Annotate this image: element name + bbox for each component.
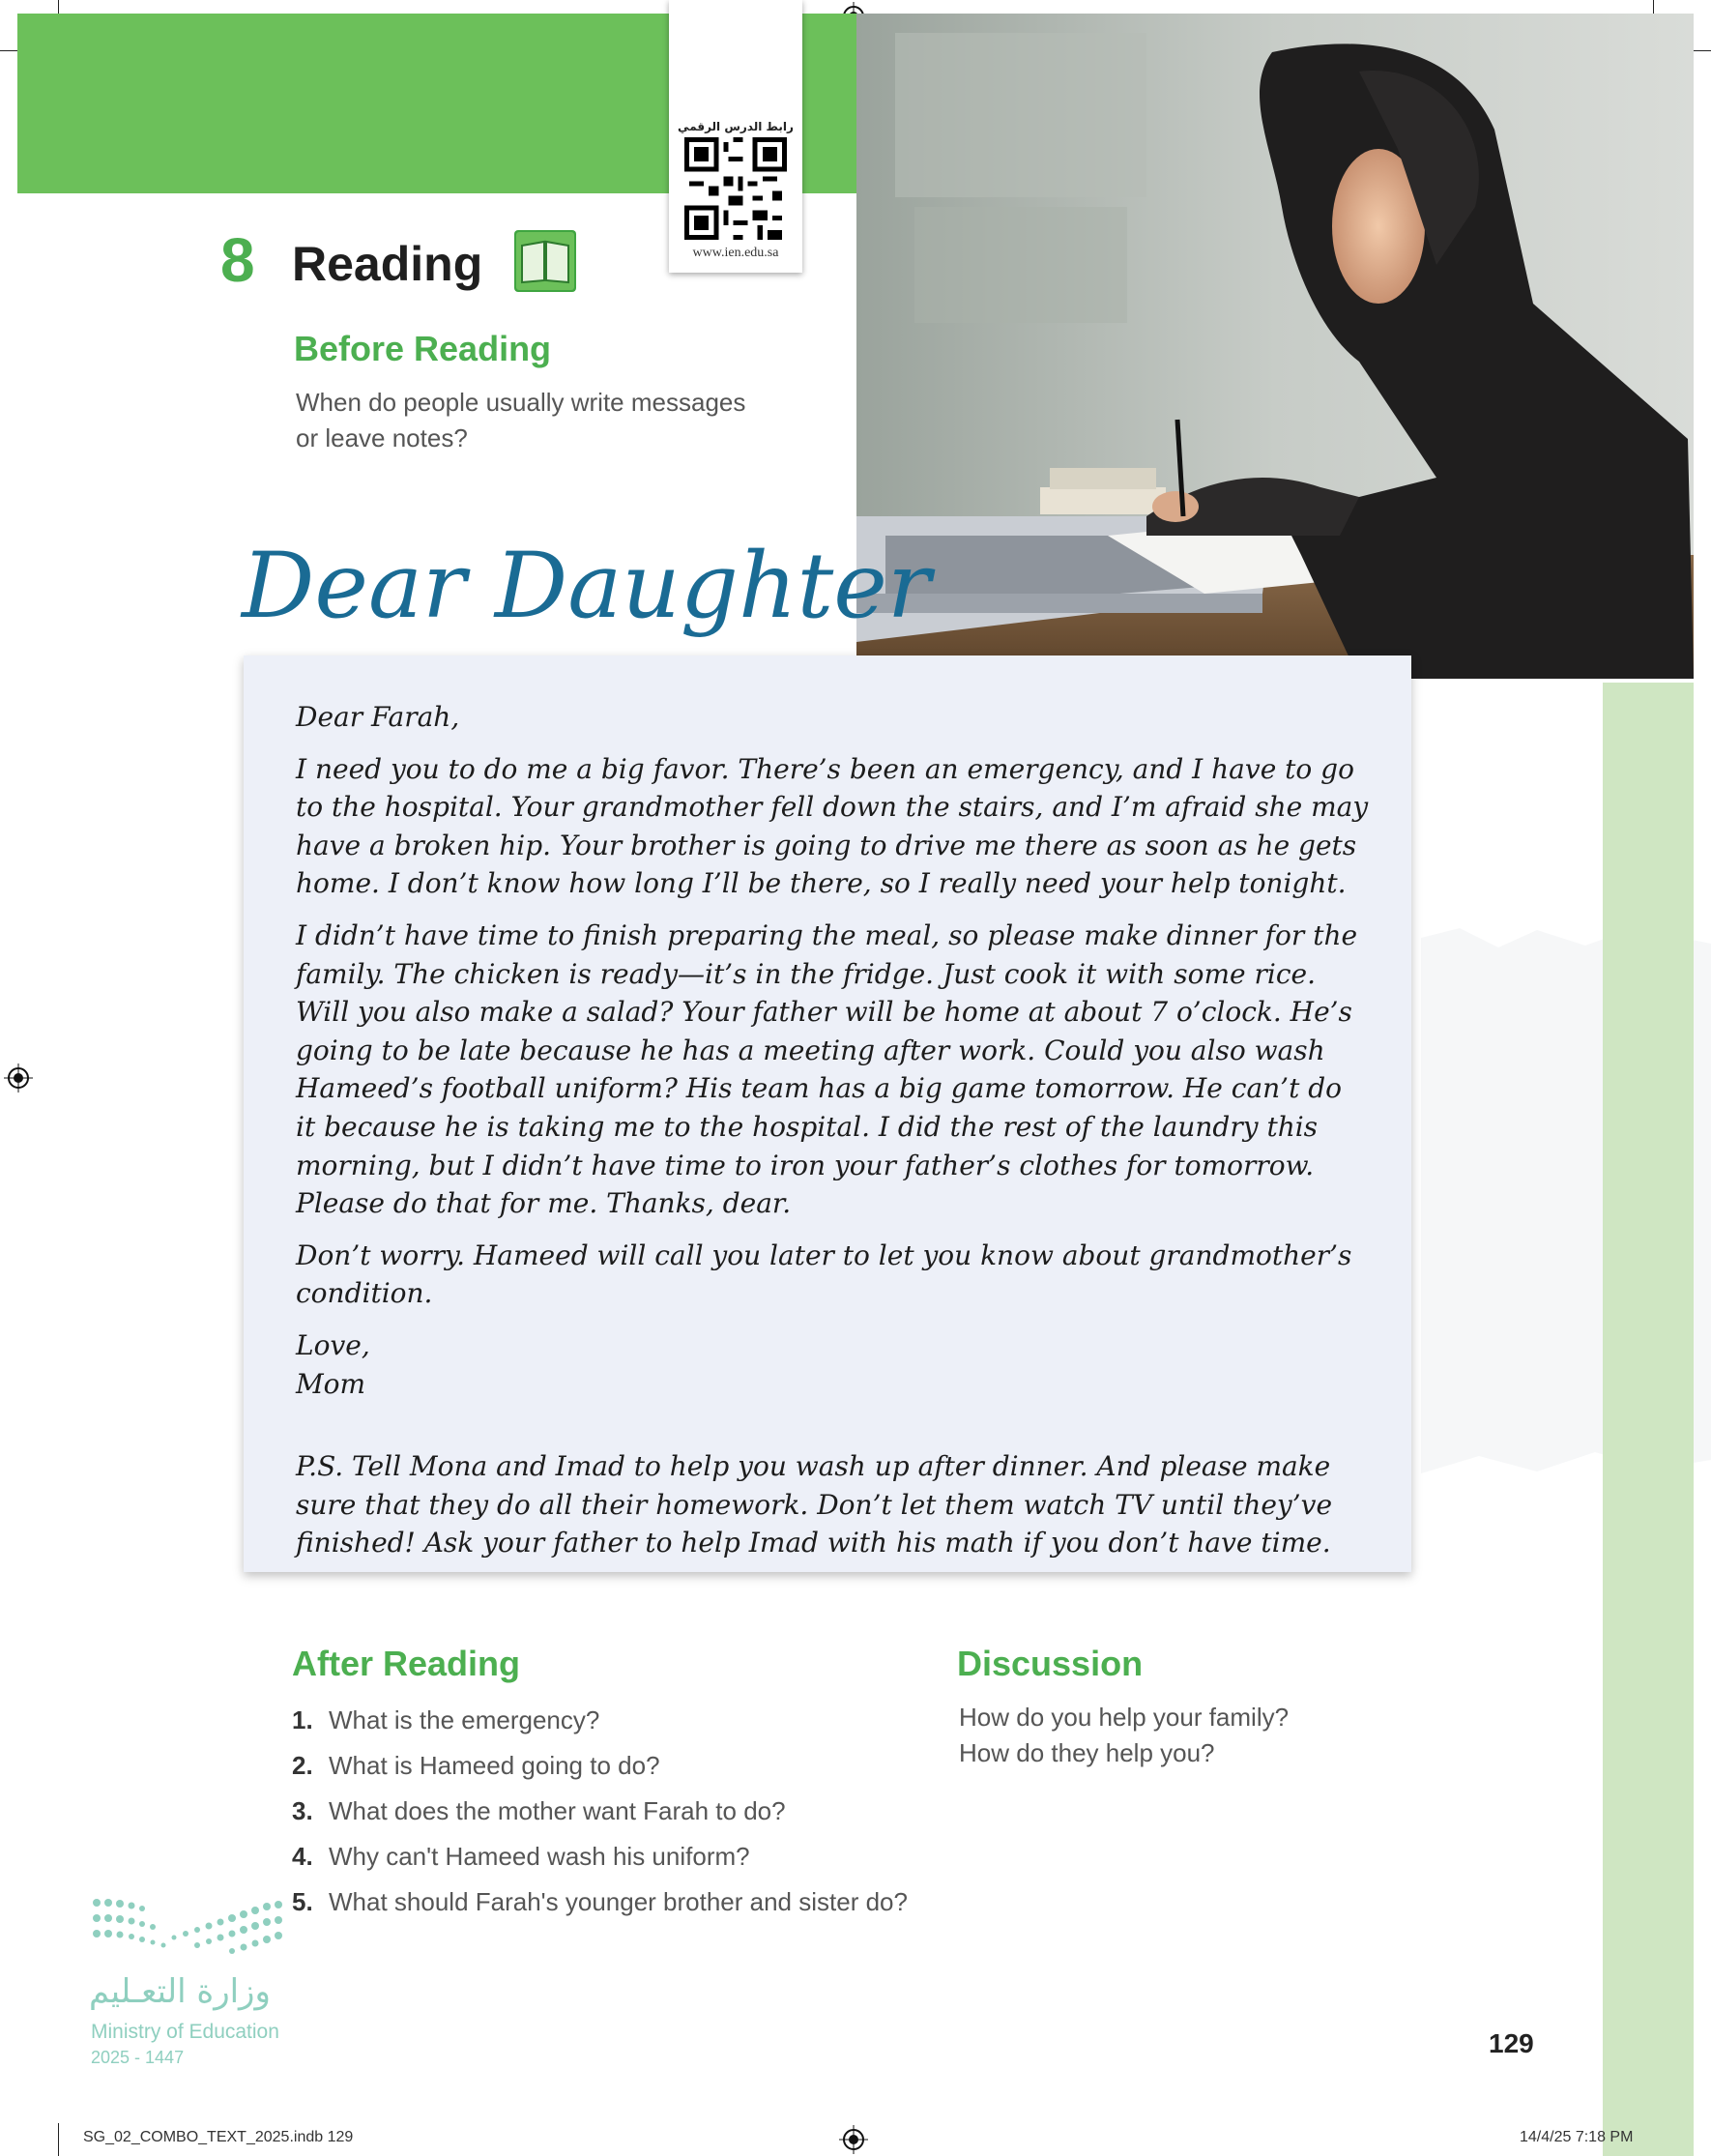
- discussion-prompt: [959, 1700, 1289, 1771]
- ministry-year: 2025 - 1447: [91, 2048, 185, 2067]
- letter-closing: Love,: [296, 1328, 370, 1361]
- before-reading-line: When do people usually write messages: [296, 388, 746, 417]
- discussion-heading: Discussion: [957, 1644, 1144, 1683]
- qr-caption: رابط الدرس الرقمي: [678, 120, 794, 133]
- registration-mark-icon: [4, 1063, 33, 1093]
- question-item: 2. What is Hameed going to do?: [292, 1751, 660, 1780]
- slug-date: 14/4/25 7:18 PM: [1520, 2129, 1634, 2145]
- page-number: 129: [1489, 2028, 1534, 2058]
- letter-paragraph: I didn’t have time to finish preparing the meal, so please make dinner for the family. The chicken is ready—it’s in the fridge. Just cook it with some rice. Will you also make a salad? Your father will be home at about 7 o’clock. He’s going to be late because he has a meeting after work. Could you also wash Hameed’s football uniform? His team has a big game tomorrow. He can’t do it because he is taking me to the hospital. I did the rest of the laundry this morning, but I didn’t have time to iron your father’s clothes for tomorrow. Please do that for me. Thanks, dear.: [296, 918, 1358, 1220]
- qr-tab[interactable]: [669, 0, 802, 273]
- discussion-line: How do they help you?: [959, 1738, 1215, 1767]
- before-reading-heading: Before Reading: [294, 329, 552, 368]
- before-reading-prompt: [296, 385, 745, 456]
- registration-mark-icon: [839, 2125, 868, 2154]
- letter-body: [296, 698, 1369, 1576]
- letter-signature: Mom: [296, 1367, 366, 1400]
- question-item: 4. Why can't Hameed wash his uniform?: [292, 1842, 750, 1871]
- page-title: Reading: [292, 237, 483, 291]
- letter-postscript: P.S. Tell Mona and Imad to help you wash up after dinner. And please make sure that they do all their homework. Don’t let them watch TV until they’ve finished! Ask your father to help Imad with his math if you don’t have time.: [296, 1450, 1333, 1559]
- story-title: Dear Daughter: [242, 534, 931, 639]
- letter-paragraph: I need you to do me a big favor. There’s been an emergency, and I have to go to the hospital. Your grandmother fell down the stairs, and I’m afraid she may have a broken hip. Your brother is going to drive me there as soon as he gets home. I don’t know how long I’ll be there, so I really need your help tonight.: [296, 752, 1369, 900]
- letter-paragraph: Don’t worry. Hameed will call you later to let you know about grandmother’s condition.: [296, 1238, 1352, 1310]
- question-item: 5. What should Farah's younger brother and sister do?: [292, 1887, 908, 1916]
- ministry-logo-icon: [91, 1895, 294, 1963]
- side-stripe: [1603, 683, 1694, 2156]
- ministry-name-english: Ministry of Education: [91, 2021, 279, 2043]
- qr-code-icon[interactable]: [684, 137, 787, 240]
- question-item: 1. What is the emergency?: [292, 1705, 600, 1734]
- unit-number: 8: [220, 225, 255, 295]
- crop-mark: [58, 2123, 59, 2156]
- qr-url[interactable]: www.ien.edu.sa: [692, 246, 779, 260]
- before-reading-line: or leave notes?: [296, 423, 468, 452]
- letter-salutation: Dear Farah,: [296, 701, 460, 733]
- ministry-name-arabic: وزارة التعـليم: [89, 1972, 271, 2011]
- discussion-line: How do you help your family?: [959, 1703, 1290, 1732]
- letter-card: [244, 656, 1411, 1572]
- question-item: 3. What does the mother want Farah to do?: [292, 1796, 786, 1825]
- slug-file: SG_02_COMBO_TEXT_2025.indb 129: [83, 2129, 354, 2145]
- after-reading-heading: After Reading: [292, 1644, 521, 1683]
- hero-photo: [856, 14, 1694, 679]
- book-icon: [512, 228, 578, 294]
